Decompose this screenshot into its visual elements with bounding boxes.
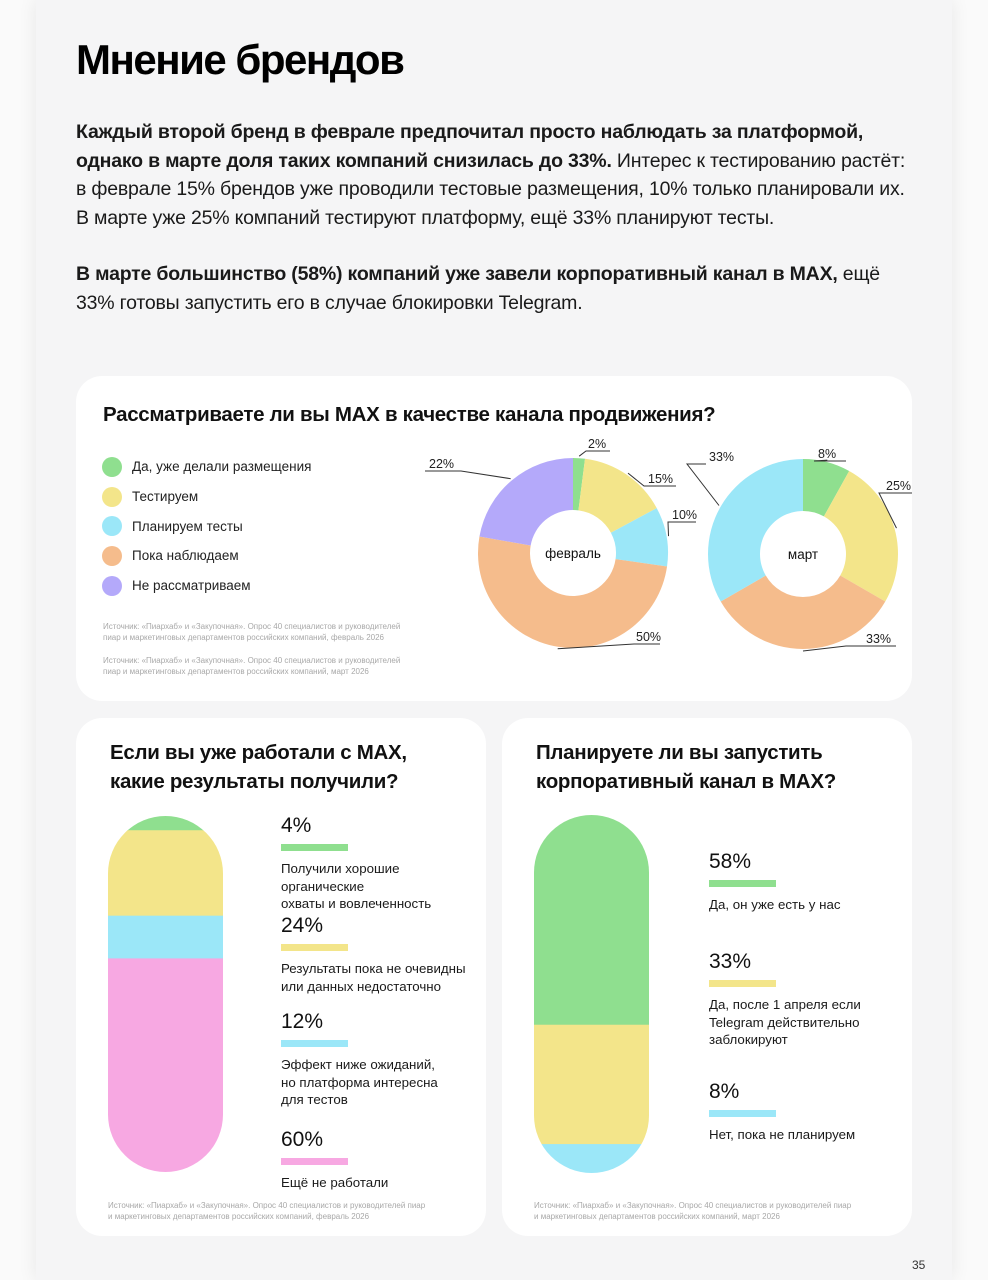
legend-label: Планируем тесты <box>132 518 243 534</box>
intro-p2-regular: ещё 33% готовы запустить его в случае блокировки Telegram. <box>76 263 880 314</box>
page-title: Мнение брендов <box>76 36 404 83</box>
source-line: пиар и маркетинговых департаментов российских компаний, февраль 2026 <box>103 633 384 642</box>
stat-label <box>281 860 486 913</box>
title-line: корпоративный канал в MAX? <box>536 770 837 793</box>
stat-value: 24% <box>281 914 324 937</box>
stat-value: 4% <box>281 814 312 837</box>
slice-label: 15% <box>648 472 674 486</box>
source-line: Источник: «Пиархаб» и «Закупочная». Опрос 40 специалистов и руководителей <box>103 656 401 665</box>
page-number: 35 <box>912 1258 926 1272</box>
source-line: Источник: «Пиархаб» и «Закупочная». Опрос 40 специалистов и руководителей пиар <box>534 1201 852 1210</box>
slice-label: 10% <box>672 508 698 522</box>
source-line: Источник: «Пиархаб» и «Закупочная». Опрос 40 специалистов и руководителей пиар <box>108 1201 426 1210</box>
slice-label: 33% <box>709 450 735 464</box>
stat-label-line: для тестов <box>281 1092 348 1107</box>
results-capsule-chart <box>108 816 228 1176</box>
capsule-segment <box>108 958 223 1172</box>
legend-label: Тестируем <box>132 489 199 505</box>
capsule-segment <box>534 815 649 1025</box>
stat-color-bar <box>281 1040 348 1047</box>
card-title <box>110 738 470 796</box>
stat-label <box>281 1174 388 1192</box>
legend-label: Пока наблюдаем <box>132 548 239 564</box>
slice-label: 2% <box>588 437 607 451</box>
stat-label <box>709 996 861 1049</box>
report-page <box>36 0 952 1280</box>
donut-slice <box>708 459 803 602</box>
stat-color-bar <box>709 880 776 887</box>
stat-label <box>281 960 466 995</box>
stat-label <box>709 1126 855 1144</box>
title-line: Если вы уже работали с MAX, <box>110 741 407 764</box>
donut-slice <box>479 458 573 546</box>
leader-line <box>668 522 696 536</box>
legend-label: Да, уже делали размещения <box>132 459 312 475</box>
stat-value: 33% <box>709 950 752 973</box>
stat-value: 60% <box>281 1128 324 1151</box>
stat-label-line: Эффект ниже ожиданий, <box>281 1057 435 1072</box>
stat-label-line: Получили хорошие органические <box>281 861 400 894</box>
corporate-channel-capsule-chart <box>534 815 654 1177</box>
stat-color-bar <box>281 1158 348 1165</box>
stat-value: 12% <box>281 1010 324 1033</box>
source-note <box>534 1200 874 1222</box>
title-line: какие результаты получили? <box>110 770 399 793</box>
stat-item <box>281 914 466 995</box>
intro-p2-bold: В марте большинство (58%) компаний уже завели корпоративный канал в MAX, <box>76 263 838 285</box>
slice-label: 25% <box>886 479 912 493</box>
stat-item <box>281 1010 438 1109</box>
promotion-channel-card <box>76 376 912 701</box>
donut-center-label: февраль <box>545 546 601 561</box>
stat-label-line: Нет, пока не планируем <box>709 1127 856 1142</box>
stat-label-line: Результаты пока не очевидны <box>281 961 466 976</box>
stat-value: 8% <box>709 1080 740 1103</box>
donut-февраль <box>425 437 697 649</box>
capsule-segment <box>534 1025 649 1145</box>
capsule-segment <box>108 916 223 959</box>
stat-label <box>281 1056 438 1109</box>
leader-line <box>425 471 511 479</box>
slice-label: 33% <box>866 632 892 646</box>
stat-item <box>709 1080 855 1144</box>
card-title <box>536 738 896 796</box>
source-line: и маркетинговых департаментов российских компаний, март 2026 <box>534 1212 780 1221</box>
stat-color-bar <box>709 980 776 987</box>
stat-item <box>281 1128 388 1192</box>
stat-label-line: Ещё не работали <box>281 1175 389 1190</box>
stat-color-bar <box>709 1110 776 1117</box>
intro-text <box>76 118 916 317</box>
source-note <box>108 1200 448 1222</box>
results-card <box>76 718 486 1236</box>
stat-color-bar <box>281 944 348 951</box>
source-line: и маркетинговых департаментов российских компаний, февраль 2026 <box>108 1212 370 1221</box>
stat-label-line: Да, после 1 апреля если <box>709 997 861 1012</box>
stat-label-line: заблокируют <box>709 1032 788 1047</box>
stat-label-line: но платформа интересна <box>281 1074 438 1090</box>
donut-center-label: март <box>787 547 819 562</box>
intro-p1-bold: Каждый второй бренд в феврале предпочитал просто наблюдать за платформой, однако в марте доля таких компаний снизилась до 33%. <box>76 121 864 172</box>
stat-item <box>709 850 841 914</box>
stat-color-bar <box>281 844 348 851</box>
stat-label-line: Telegram действительно <box>709 1014 860 1030</box>
slice-label: 8% <box>818 447 837 461</box>
stat-item <box>281 814 486 913</box>
stat-label-line: или данных недостаточно <box>281 978 442 994</box>
stat-item <box>709 950 861 1049</box>
intro-p1-regular: Интерес к тестированию растёт: в феврале 15% брендов уже проводили тестовые размещения, 10% только планировали их. В марте уже 25% компаний тестируют платформу, ещё 33% планируют тесты. <box>76 149 906 229</box>
slice-label: 50% <box>636 630 662 644</box>
stat-label-line: охваты и вовлеченность <box>281 896 432 911</box>
intro-paragraph-2 <box>76 260 916 317</box>
donut-март <box>687 447 912 651</box>
capsule-segment <box>108 830 223 916</box>
corporate-channel-card <box>502 718 912 1236</box>
source-line: пиар и маркетинговых департаментов российских компаний, март 2026 <box>103 667 369 676</box>
donut-charts <box>76 376 912 701</box>
legend-label: Не рассматриваем <box>132 578 251 594</box>
capsule-segment <box>534 1144 649 1173</box>
title-line: Планируете ли вы запустить <box>536 741 823 764</box>
intro-paragraph-1 <box>76 118 916 232</box>
stat-value: 58% <box>709 850 752 873</box>
stat-label <box>709 896 841 914</box>
source-line: Источник: «Пиархаб» и «Закупочная». Опрос 40 специалистов и руководителей <box>103 622 401 631</box>
capsule-segment <box>108 816 223 831</box>
leader-line <box>687 464 719 506</box>
slice-label: 22% <box>429 457 455 471</box>
leader-line <box>579 451 610 456</box>
stat-label-line: Да, он уже есть у нас <box>709 897 841 912</box>
card-title: Рассматриваете ли вы MAX в качестве канала продвижения? <box>103 403 716 426</box>
